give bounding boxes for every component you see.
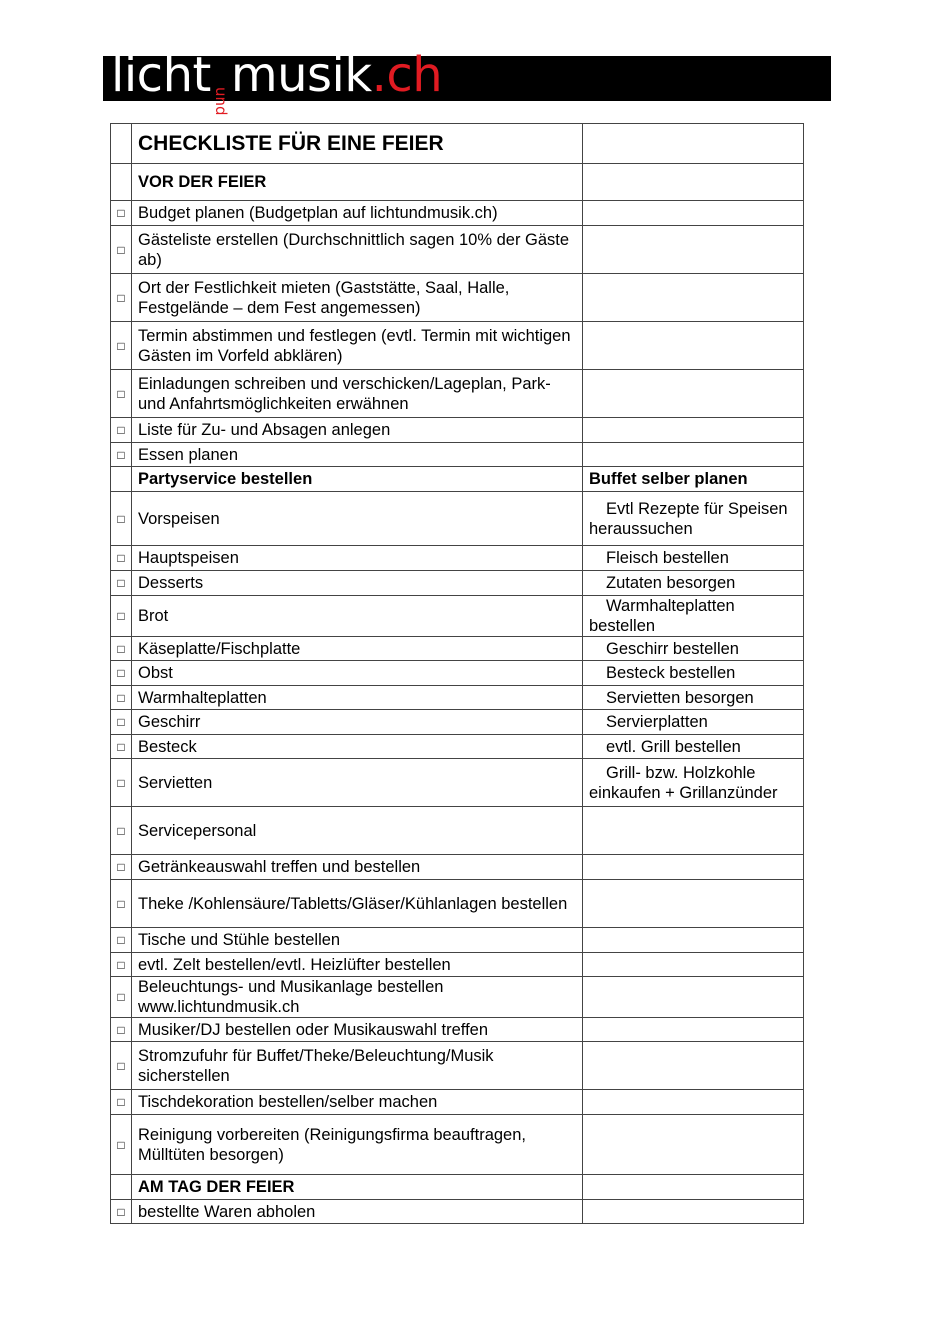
checklist-row: [111, 759, 804, 807]
checklist-row: [111, 226, 804, 274]
checklist-row: [111, 492, 804, 546]
checkbox[interactable]: □: [111, 807, 132, 855]
checklist-row: [111, 546, 804, 571]
logo-text-musik: musik: [230, 47, 372, 103]
side-task-label: [583, 226, 804, 274]
checkbox[interactable]: □: [111, 443, 132, 467]
side-task-label: [583, 418, 804, 443]
checklist-row: [111, 855, 804, 880]
side-task-label: [583, 1200, 804, 1224]
checkbox[interactable]: □: [111, 201, 132, 226]
checklist-row: [111, 661, 804, 686]
checkbox[interactable]: □: [111, 735, 132, 759]
task-label: Ort der Festlichkeit mieten (Gaststätte, Saal, Halle, Festgelände – dem Fest angemessen): [132, 274, 583, 322]
task-label: bestellte Waren abholen: [132, 1200, 583, 1224]
checklist-row: [111, 443, 804, 467]
checklist-row: [111, 880, 804, 928]
checkbox[interactable]: □: [111, 637, 132, 661]
checkbox[interactable]: □: [111, 1115, 132, 1175]
task-label: Budget planen (Budgetplan auf lichtundmusik.ch): [132, 201, 583, 226]
checkbox[interactable]: □: [111, 855, 132, 880]
checkbox[interactable]: □: [111, 322, 132, 370]
header-banner: [103, 47, 831, 116]
task-label: Einladungen schreiben und verschicken/Lageplan, Park- und Anfahrtsmöglichkeiten erwähnen: [132, 370, 583, 418]
section-header-row: [111, 164, 804, 201]
checklist-row: [111, 322, 804, 370]
side-task-label: [583, 274, 804, 322]
task-label: Tische und Stühle bestellen: [132, 928, 583, 953]
side-task-text: evtl. Grill bestellen: [606, 737, 741, 756]
side-task-label: [583, 1090, 804, 1115]
checkbox[interactable]: □: [111, 1090, 132, 1115]
checklist-row: [111, 686, 804, 710]
task-label: Reinigung vorbereiten (Reinigungsfirma beauftragen, Mülltüten besorgen): [132, 1115, 583, 1175]
task-label: Servietten: [132, 759, 583, 807]
side-task-label: [583, 977, 804, 1018]
task-label: Getränkeauswahl treffen und bestellen: [132, 855, 583, 880]
checklist-row: [111, 370, 804, 418]
task-label: Termin abstimmen und festlegen (evtl. Termin mit wichtigen Gästen im Vorfeld abklären): [132, 322, 583, 370]
checkbox[interactable]: □: [111, 759, 132, 807]
task-label: Liste für Zu- und Absagen anlegen: [132, 418, 583, 443]
task-label: Brot: [132, 596, 583, 637]
subheader-row: [111, 467, 804, 492]
task-label: Obst: [132, 661, 583, 686]
side-task-label: [583, 1042, 804, 1090]
task-label: Tischdekoration bestellen/selber machen: [132, 1090, 583, 1115]
task-label: Geschirr: [132, 710, 583, 735]
task-label: Gästeliste erstellen (Durchschnittlich sagen 10% der Gäste ab): [132, 226, 583, 274]
side-task-label: [583, 443, 804, 467]
side-task-text: Geschirr bestellen: [606, 639, 739, 658]
checkbox[interactable]: □: [111, 710, 132, 735]
side-subheader-label: Buffet selber planen: [583, 467, 804, 492]
brand-logo: [111, 46, 443, 116]
side-cell-empty: [583, 124, 804, 164]
side-task-text: Warmhalteplatten bestellen: [589, 597, 735, 635]
checklist-row: [111, 807, 804, 855]
checkbox-cell-empty: [111, 467, 132, 492]
side-task-label: [583, 571, 804, 596]
checklist-row: [111, 710, 804, 735]
side-task-label: [583, 661, 804, 686]
side-task-label: [583, 807, 804, 855]
side-task-label: [583, 596, 804, 637]
side-task-label: [583, 928, 804, 953]
side-task-label: [583, 1175, 804, 1200]
task-label: Musiker/DJ bestellen oder Musikauswahl treffen: [132, 1018, 583, 1042]
checkbox-cell-empty: [111, 1175, 132, 1200]
checkbox[interactable]: □: [111, 418, 132, 443]
subheader-label: Partyservice bestellen: [132, 467, 583, 492]
checkbox[interactable]: □: [111, 661, 132, 686]
checklist-row: [111, 201, 804, 226]
checkbox[interactable]: □: [111, 953, 132, 977]
checkbox[interactable]: □: [111, 492, 132, 546]
checklist-row: [111, 571, 804, 596]
checkbox[interactable]: □: [111, 928, 132, 953]
checkbox[interactable]: □: [111, 1018, 132, 1042]
side-task-label: [583, 686, 804, 710]
page-title: CHECKLISTE FÜR EINE FEIER: [132, 124, 583, 164]
checklist-row: [111, 735, 804, 759]
logo-text-und: und: [211, 87, 230, 116]
side-task-label: [583, 637, 804, 661]
section-header-row: [111, 1175, 804, 1200]
checkbox[interactable]: □: [111, 274, 132, 322]
task-label: Stromzufuhr für Buffet/Theke/Beleuchtung/Musik sicherstellen: [132, 1042, 583, 1090]
checklist-row: [111, 1018, 804, 1042]
side-task-label: [583, 855, 804, 880]
side-task-label: [583, 880, 804, 928]
side-task-text: Grill- bzw. Holzkohle einkaufen + Grillanzünder: [589, 763, 778, 802]
title-row: [111, 124, 804, 164]
checklist-row: [111, 1200, 804, 1224]
side-task-label: [583, 370, 804, 418]
task-label: Warmhalteplatten: [132, 686, 583, 710]
section-title: VOR DER FEIER: [132, 164, 583, 201]
checkbox[interactable]: □: [111, 1042, 132, 1090]
side-task-label: [583, 546, 804, 571]
side-task-label: [583, 710, 804, 735]
checkbox[interactable]: □: [111, 686, 132, 710]
checkbox-cell-empty: [111, 164, 132, 201]
section-title: AM TAG DER FEIER: [132, 1175, 583, 1200]
checklist-row: [111, 1042, 804, 1090]
task-label: evtl. Zelt bestellen/evtl. Heizlüfter bestellen: [132, 953, 583, 977]
task-label: Essen planen: [132, 443, 583, 467]
side-task-label: [583, 1115, 804, 1175]
side-task-text: Servietten besorgen: [606, 688, 754, 707]
checklist-row: [111, 977, 804, 1018]
checklist-row: [111, 928, 804, 953]
checkbox[interactable]: □: [111, 571, 132, 596]
side-task-label: [583, 201, 804, 226]
task-label: Theke /Kohlensäure/Tabletts/Gläser/Kühlanlagen bestellen: [132, 880, 583, 928]
side-task-text: Fleisch bestellen: [606, 549, 729, 567]
task-label: Servicepersonal: [132, 807, 583, 855]
side-task-label: [583, 759, 804, 807]
checklist-row: [111, 418, 804, 443]
logo-text-licht: licht: [111, 47, 211, 103]
checkbox[interactable]: □: [111, 226, 132, 274]
checkbox[interactable]: □: [111, 977, 132, 1018]
side-task-label: [583, 164, 804, 201]
checklist-row: [111, 596, 804, 637]
side-task-label: [583, 322, 804, 370]
task-label: Vorspeisen: [132, 492, 583, 546]
checklist-row: [111, 274, 804, 322]
side-task-text: Servierplatten: [606, 713, 708, 731]
checklist-row: [111, 1090, 804, 1115]
side-task-text: Besteck bestellen: [606, 664, 736, 682]
side-task-text: Zutaten besorgen: [606, 574, 736, 592]
side-task-label: [583, 735, 804, 759]
checklist-row: [111, 1115, 804, 1175]
checklist-row: [111, 953, 804, 977]
checkbox[interactable]: □: [111, 1200, 132, 1224]
task-label: Desserts: [132, 571, 583, 596]
side-task-label: [583, 492, 804, 546]
checkbox-cell-empty: [111, 124, 132, 164]
checkbox[interactable]: □: [111, 880, 132, 928]
side-task-label: [583, 1018, 804, 1042]
logo-text-ch: .ch: [371, 47, 443, 103]
side-task-label: [583, 953, 804, 977]
task-label: Käseplatte/Fischplatte: [132, 637, 583, 661]
checkbox[interactable]: □: [111, 596, 132, 637]
checklist-row: [111, 637, 804, 661]
checkbox[interactable]: □: [111, 546, 132, 571]
checkbox[interactable]: □: [111, 370, 132, 418]
checklist-table: [110, 123, 804, 1224]
task-label: Beleuchtungs- und Musikanlage bestellen www.lichtundmusik.ch: [132, 977, 583, 1018]
task-label: Besteck: [132, 735, 583, 759]
task-label: Hauptspeisen: [132, 546, 583, 571]
side-task-text: Evtl Rezepte für Speisen heraussuchen: [589, 499, 788, 538]
